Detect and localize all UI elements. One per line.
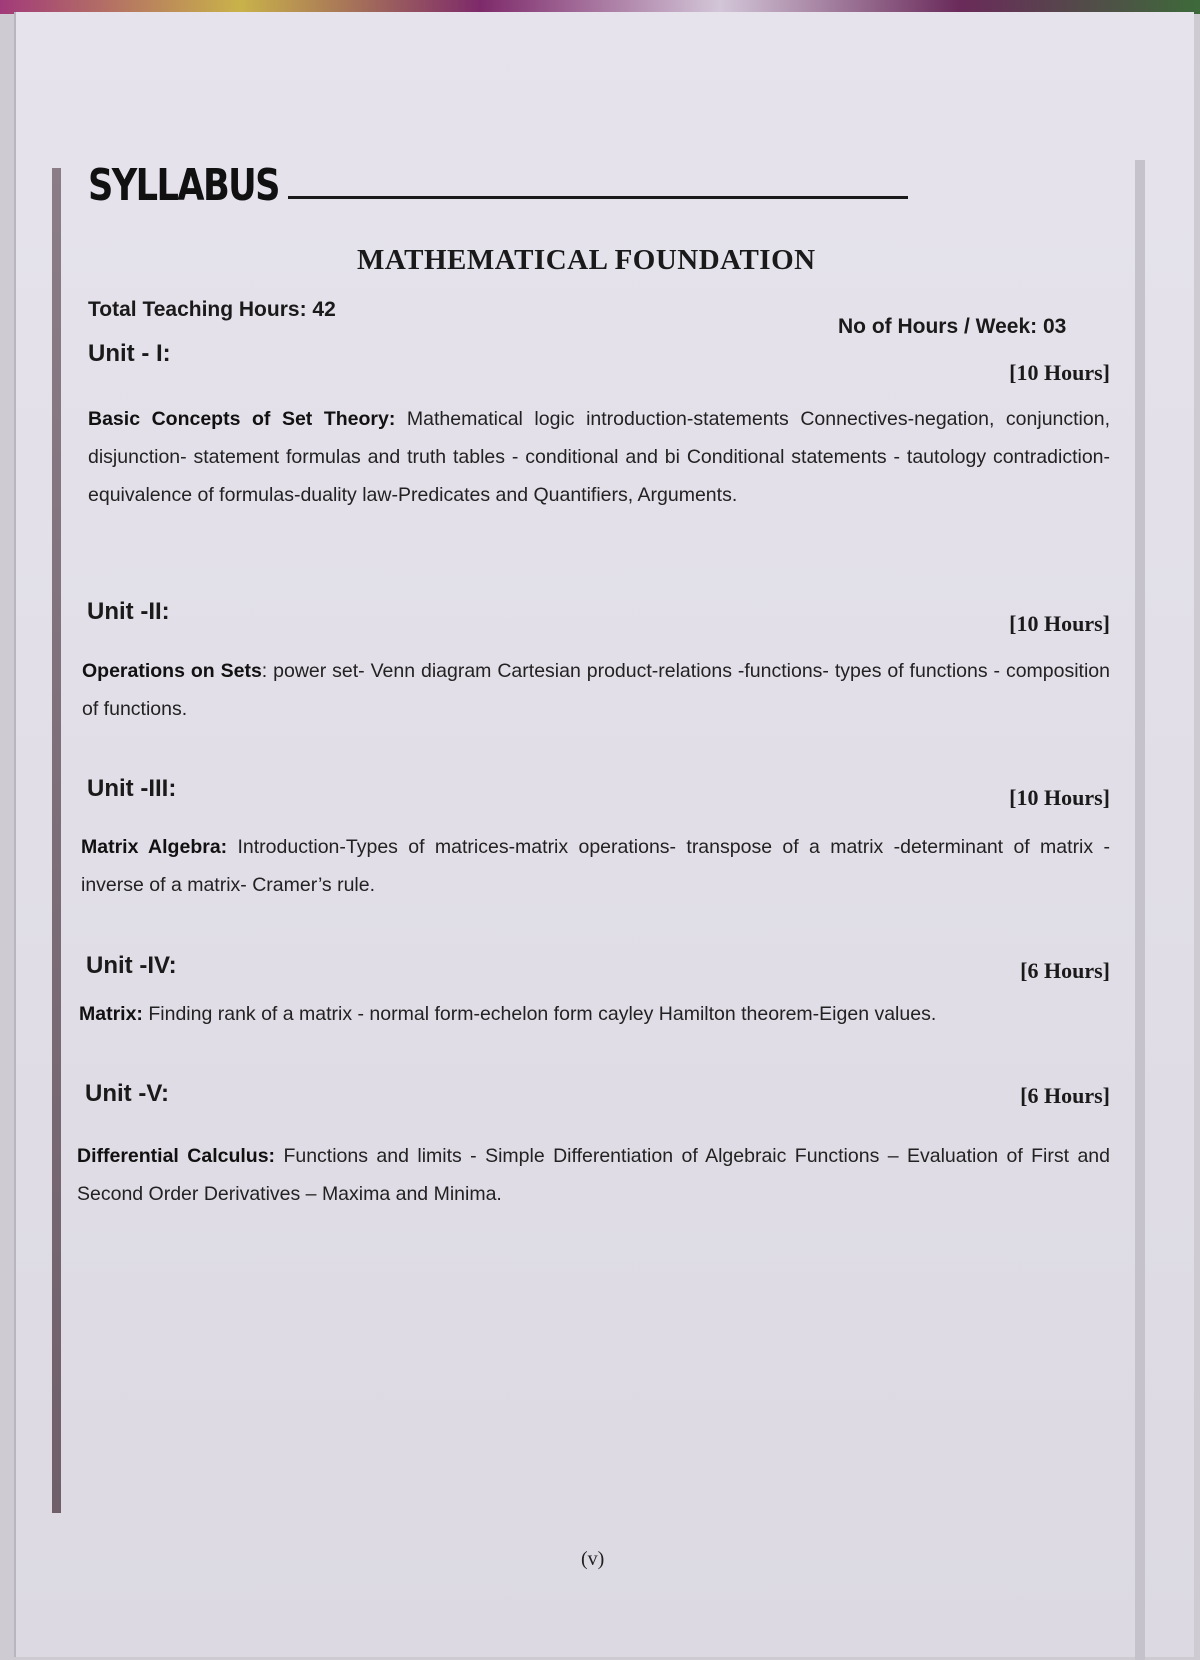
unit-5-topic: Differential Calculus: [77, 1145, 276, 1167]
unit-4-hours: [6 Hours] [1020, 958, 1110, 983]
unit-1-hours: [10 Hours] [1009, 360, 1110, 385]
unit-5-content: Functions and limits - Simple Differentiation of Algebraic Functions – Evaluation of First and Second Order Derivatives – Maxima and Minima. [77, 1145, 1110, 1205]
unit-1-topic: Basic Concepts of Set Theory: [88, 408, 396, 430]
unit-3-hours: [10 Hours] [1009, 785, 1110, 810]
unit-2-content: : power set- Venn diagram Cartesian product-relations -functions- types of functions - composition of functions. [82, 660, 1110, 720]
unit-2-hours: [10 Hours] [1009, 611, 1110, 636]
total-teaching-hours: Total Teaching Hours: 42 [88, 298, 336, 321]
unit-4-content: Finding rank of a matrix - normal form-echelon form cayley Hamilton theorem-Eigen values. [142, 1003, 937, 1025]
unit-3-description [81, 828, 1110, 904]
page-number: (v) [581, 1548, 605, 1570]
unit-3-topic: Matrix Algebra: [81, 836, 228, 858]
page-edge [1135, 160, 1145, 1660]
unit-2-topic: Operations on Sets [82, 660, 262, 682]
unit-1-content: Mathematical logic introduction-statements Connectives-negation, conjunction, disjunction- statement formulas and truth tables - conditional and bi Conditional statements - tautology contradiction-equivalence of formulas-duality law-Predicates and Quantifiers, Arguments. [88, 408, 1110, 506]
unit-5-label: Unit -V: [85, 1080, 169, 1107]
unit-2-label: Unit -II: [87, 598, 170, 625]
unit-5-hours: [6 Hours] [1020, 1083, 1110, 1108]
unit-3-content: Introduction-Types of matrices-matrix operations- transpose of a matrix -determinant of matrix - inverse of a matrix- Cramer’s rule. [81, 836, 1110, 896]
hours-per-week: No of Hours / Week: 03 [838, 315, 1067, 338]
course-title: MATHEMATICAL FOUNDATION [357, 244, 816, 276]
unit-2-description [82, 652, 1110, 728]
unit-4-description [79, 995, 1110, 1033]
unit-5-description [77, 1137, 1110, 1213]
unit-3-label: Unit -III: [87, 775, 177, 802]
unit-4-topic: Matrix: [79, 1003, 143, 1025]
heading-rule [288, 196, 908, 199]
page-heading: SYLLABUS [88, 160, 279, 211]
unit-4-label: Unit -IV: [86, 952, 177, 979]
unit-1-label: Unit - I: [88, 340, 171, 367]
margin-bar [52, 168, 61, 1513]
unit-1-description [88, 400, 1110, 514]
